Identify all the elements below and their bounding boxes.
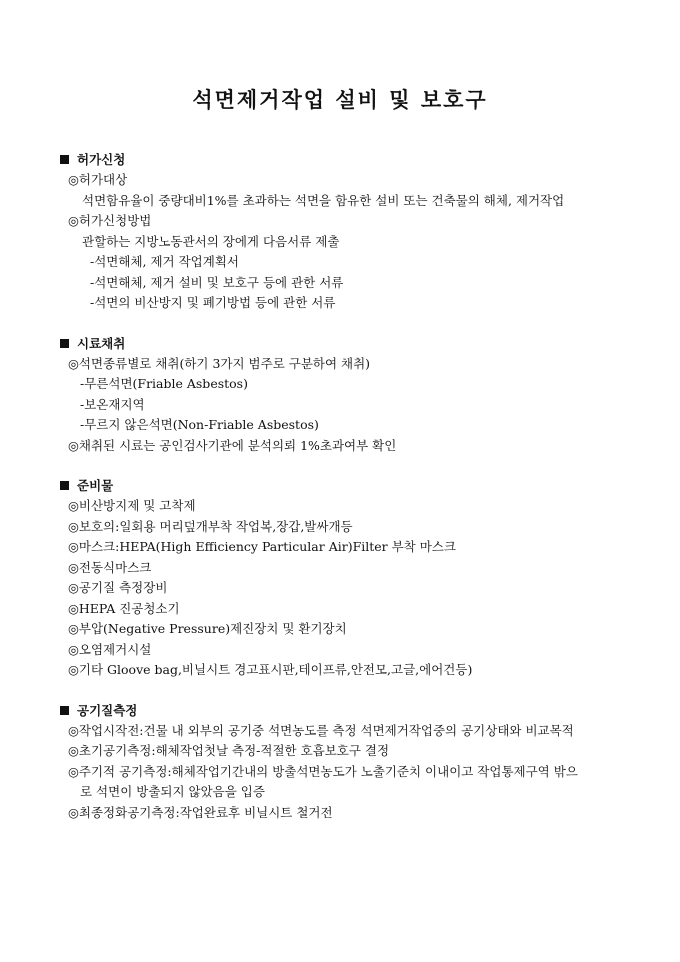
text-line: ◎HEPA 진공청소기 [68,600,180,616]
section [60,150,640,314]
text-line: ◎허가대상 [68,172,128,187]
text-line: ◎공기질 측정장비 [68,580,168,595]
text-line: -석면해체, 제거 작업계획서 [90,254,239,269]
text-line: ◎보호의:일회용 머리덮개부착 작업복,장갑,발싸개등 [68,518,353,534]
document-content [60,150,640,843]
text-line: ◎비산방지제 및 고착제 [68,498,196,513]
text-line: -무르지 않은석면(Non-Friable Asbestos) [80,417,319,432]
text-line: ◎부압(Negative Pressure)제진장치 및 환기장치 [68,621,347,636]
text-line: ◎석면종류별로 채취(하기 3가지 범주로 구분하여 채취) [68,355,371,371]
section-heading [60,334,640,354]
text-line: 석면함유율이 중량대비1%를 초과하는 석면을 함유한 설비 또는 건축물의 해체, 제거작업 [82,192,565,208]
text-line: ◎전동식마스크 [68,559,152,575]
text-line: ◎작업시작전:건물 내 외부의 공기중 석면농도를 측정 석면제거작업중의 공기상태와 비교목적 [68,722,574,738]
text-line: 관할하는 지방노동관서의 장에게 다음서류 제출 [82,233,340,249]
text-line: -무른석면(Friable Asbestos) [80,376,248,391]
text-line: ◎허가신청방법 [68,213,152,228]
section-heading [60,701,640,721]
text-line: ◎기타 Gloove bag,비닐시트 경고표시판,테이프류,안전모,고글,에어건등) [68,662,473,677]
section-heading [60,476,640,496]
section-heading [60,150,640,170]
square-bullet-icon [60,481,69,490]
section [60,476,640,681]
text-line: -석면해체, 제거 설비 및 보호구 등에 관한 서류 [90,274,344,290]
text-line: ◎최종정화공기측정:작업완료후 비닐시트 철거전 [68,804,333,820]
section-heading-text: 준비물 [77,478,114,493]
square-bullet-icon [60,155,69,164]
section-heading-text: 시료채취 [77,335,126,351]
text-line: ◎채취된 시료는 공인검사기관에 분석의뢰 1%초과여부 확인 [68,437,397,453]
text-line: -석면의 비산방지 및 폐기방법 등에 관한 서류 [90,295,336,310]
square-bullet-icon [60,339,69,348]
section-heading-text: 허가신청 [77,152,126,167]
text-line: ◎마스크:HEPA(High Efficiency Particular Air)Filter 부착 마스크 [68,539,456,554]
text-line: ◎오염제거시설 [68,641,152,657]
section [60,334,640,457]
document-title: 석면제거작업 설비 및 보호구 [192,87,488,112]
text-line: 로 석면이 방출되지 않았음을 입증 [80,784,265,799]
text-line: -보온재지역 [80,396,145,412]
section [60,701,640,824]
text-line: ◎주기적 공기측정:해체작업기간내의 방출석면농도가 노출기준치 이내이고 작업통제구역 밖으 [68,763,578,779]
square-bullet-icon [60,706,69,715]
section-heading-text: 공기질측정 [77,702,138,718]
text-line: ◎초기공기측정:해체작업첫날 측정-적절한 호흡보호구 결정 [68,743,390,758]
